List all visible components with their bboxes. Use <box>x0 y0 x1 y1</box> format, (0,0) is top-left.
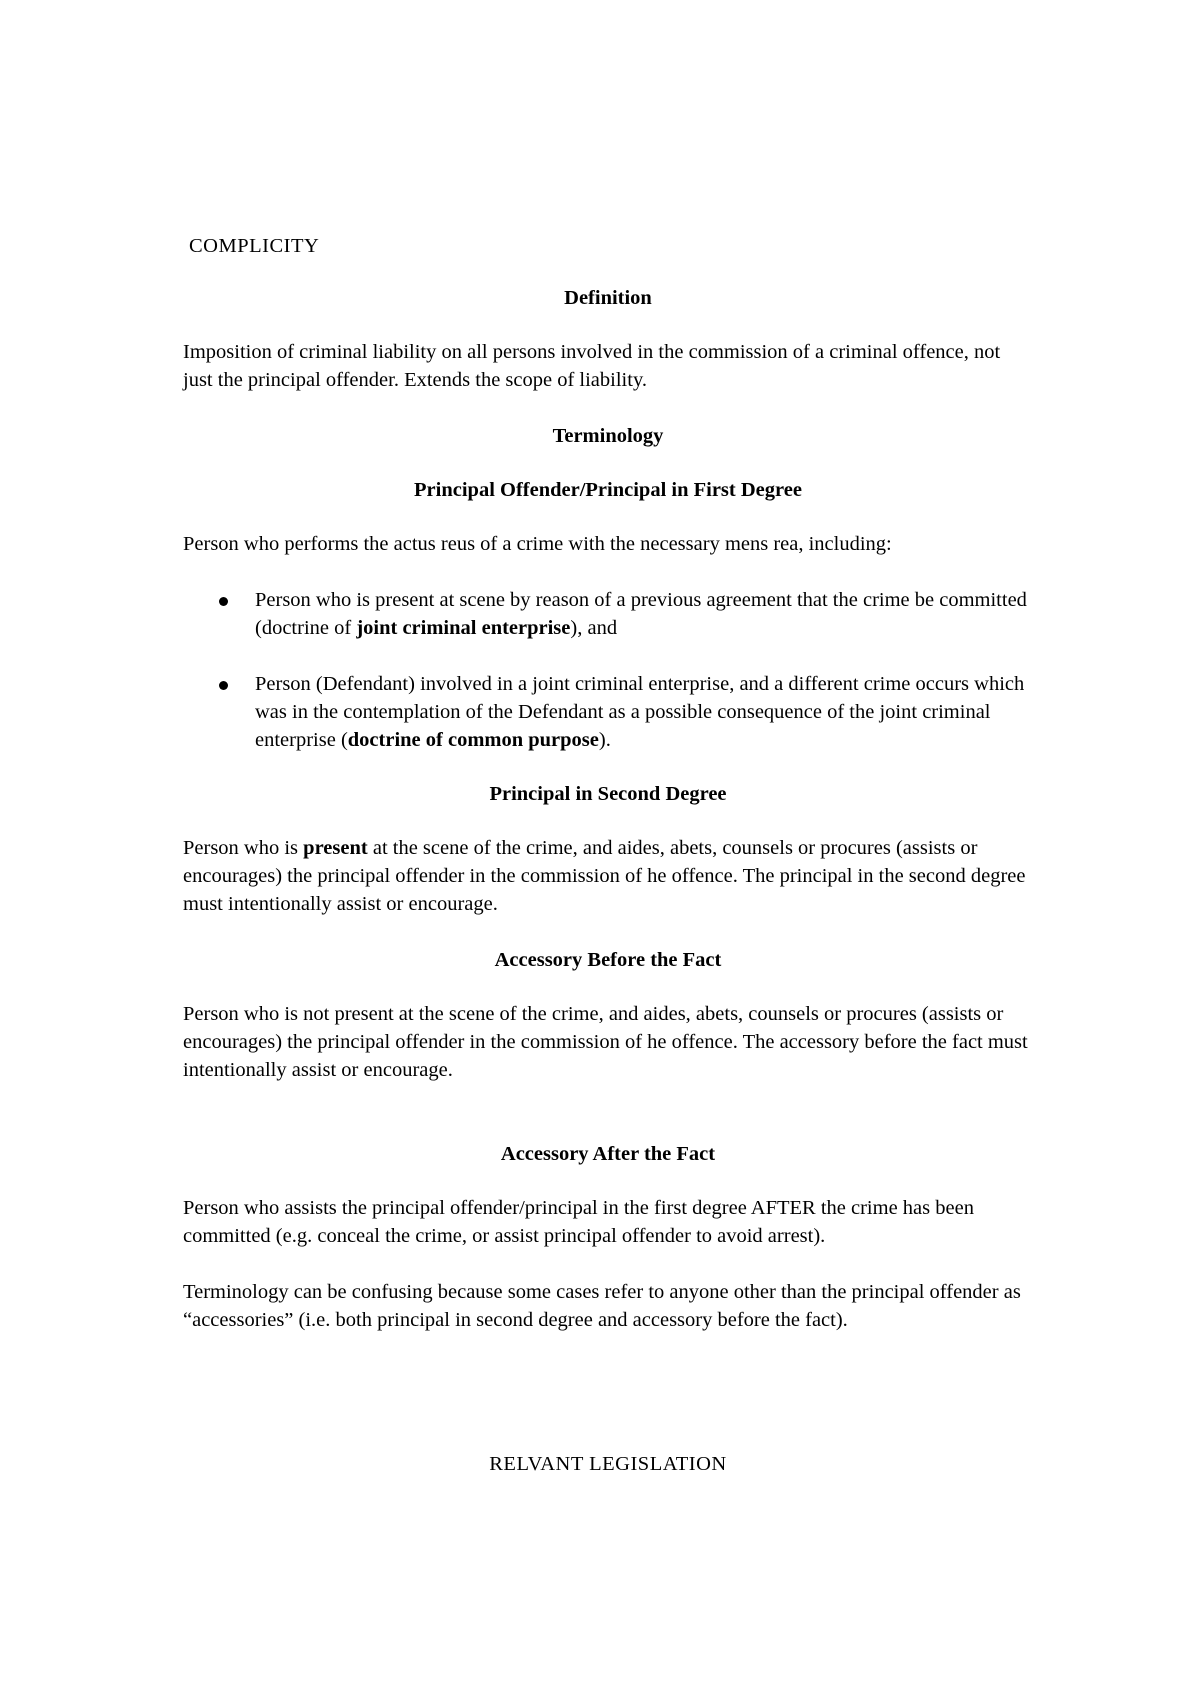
text-before: Person who is <box>183 837 304 859</box>
principal-second-degree-heading: Principal in Second Degree <box>489 783 727 805</box>
document-title: COMPLICITY <box>189 235 320 257</box>
terminology-heading: Terminology <box>552 425 664 447</box>
text-after: at the scene of the crime, and aides, abets, counsels or procures (assists or encourages) the principal offender in the commission of he offence. The principal in the second degree must intentionally assist or encourage. <box>183 837 1026 915</box>
legislation-heading: RELVANT LEGISLATION <box>489 1453 727 1475</box>
accessory-after-text: Person who assists the principal offender/principal in the first degree AFTER the crime has been committed (e.g. conceal the crime, or assist principal offender to avoid arrest). <box>183 1197 974 1247</box>
principal-first-degree-list <box>183 586 1033 754</box>
bullet-text-after: ), and <box>570 617 618 639</box>
principal-second-degree-text <box>183 834 1033 918</box>
joint-criminal-enterprise-term: joint criminal enterprise <box>356 617 571 639</box>
bullet-text-after: ). <box>598 729 611 751</box>
accessory-after-heading: Accessory After the Fact <box>500 1143 716 1165</box>
accessory-before-heading: Accessory Before the Fact <box>494 949 722 971</box>
terminology-note: Terminology can be confusing because some cases refer to anyone other than the principal offender as “accessories” (i.e. both principal in second degree and accessory before the fact). <box>183 1281 1021 1331</box>
bullet-text-before: Person (Defendant) involved in a joint criminal enterprise, and a different crime occurs which was in the contemplation of the Defendant as a possible consequence of the joint criminal enterprise ( <box>255 673 1025 751</box>
bullet-icon <box>219 597 228 606</box>
principal-first-degree-intro: Person who performs the actus reus of a crime with the necessary mens rea, including: <box>183 533 892 555</box>
definition-text: Imposition of criminal liability on all persons involved in the commission of a criminal offence, not just the principal offender. Extends the scope of liability. <box>183 341 1001 391</box>
principal-first-degree-heading: Principal Offender/Principal in First Degree <box>414 479 802 501</box>
present-term: present <box>303 837 368 859</box>
list-item <box>183 670 1033 754</box>
document-body <box>183 232 1033 1478</box>
common-purpose-term: doctrine of common purpose <box>347 729 599 751</box>
accessory-before-text: Person who is not present at the scene of the crime, and aides, abets, counsels or procures (assists or encourages) the principal offender in the commission of he offence. The accessory before the fact must intentionally assist or encourage. <box>183 1003 1028 1081</box>
bullet-icon <box>219 681 228 690</box>
definition-heading: Definition <box>564 287 652 309</box>
list-item <box>183 586 1033 642</box>
bullet-text-before: Person who is present at scene by reason of a previous agreement that the crime be committed (doctrine of <box>255 589 1027 639</box>
